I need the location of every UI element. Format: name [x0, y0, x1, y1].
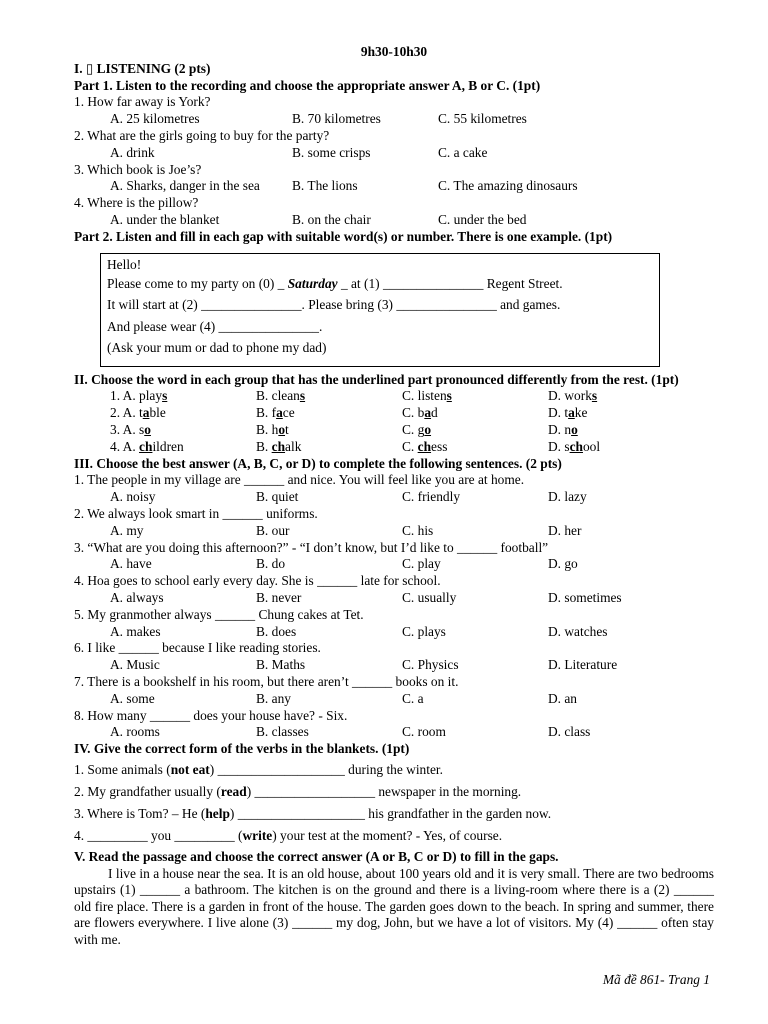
answer-option: C. 55 kilometres	[438, 111, 527, 127]
word-part: 1. A. play	[110, 388, 163, 404]
word-part: D. s	[548, 438, 570, 454]
word-part: alk	[285, 438, 302, 454]
answer-option: A. my	[110, 522, 144, 538]
answer-option: A. under the blanket	[110, 211, 220, 227]
answer-option: D. Literature	[548, 657, 618, 673]
pronunciation-option	[110, 439, 184, 456]
pronunciation-row	[74, 405, 714, 422]
answer-option: A. Sharks, danger in the sea	[110, 178, 260, 194]
question-text: 3. “What are you doing this afternoon?” - “I don’t know, but I’d like to ______ football”	[74, 539, 549, 555]
answer-option: A. 25 kilometres	[110, 111, 200, 127]
underlined-part: a	[142, 405, 150, 421]
answer-option: C. his	[402, 522, 434, 538]
verb-in-brackets: read	[220, 783, 247, 799]
pronunciation-option	[548, 388, 597, 405]
answer-option: C. plays	[402, 623, 446, 639]
underlined-part: o	[144, 421, 151, 437]
underlined-part: s	[446, 388, 452, 404]
verb-item-pre: 4. _________ you _________ (	[74, 827, 243, 843]
answer-options	[74, 657, 714, 674]
example-answer: Saturday	[287, 275, 338, 291]
answer-option: A. makes	[110, 623, 161, 639]
answer-option: C. friendly	[402, 489, 461, 505]
answer-option: A. some	[110, 690, 155, 706]
underlined-part: ch	[271, 438, 286, 454]
word-part: D. n	[548, 421, 572, 437]
answer-option: C. room	[402, 724, 446, 740]
pronunciation-row	[74, 439, 714, 456]
answer-option: C. play	[402, 556, 441, 572]
listening-question: 4. Where is the pillow?	[74, 195, 199, 211]
pronunciation-row	[74, 388, 714, 405]
word-part: t	[285, 421, 289, 437]
verb-item-post: ) ___________________ his grandfather in the garden now.	[229, 805, 552, 821]
invitation-line-3: And please wear (4) _______________.	[107, 318, 323, 334]
underlined-part: a	[424, 405, 432, 421]
listening-question: 2. What are the girls going to buy for the party?	[74, 127, 330, 143]
answer-option: A. Music	[110, 657, 160, 673]
answer-option: A. have	[110, 556, 152, 572]
answer-option: C. a	[402, 690, 424, 706]
answer-option: A. rooms	[110, 724, 160, 740]
answer-option: B. quiet	[256, 489, 299, 505]
answer-options	[74, 590, 714, 607]
underlined-part: s	[591, 388, 598, 404]
word-part: ble	[149, 405, 166, 421]
verb-forms-items	[74, 759, 714, 847]
invitation-line-2: It will start at (2) _______________. Please bring (3) _______________ and games.	[107, 297, 561, 313]
word-part: D. t	[548, 405, 569, 421]
answer-option: C. usually	[402, 589, 457, 605]
answer-options	[74, 691, 714, 708]
verb-forms-title: IV. Give the correct form of the verbs in the blankets. (1pt)	[74, 741, 410, 757]
word-part: C.	[402, 438, 418, 454]
verb-item	[74, 781, 714, 803]
underlined-part: a	[568, 405, 575, 421]
word-part: B.	[256, 438, 272, 454]
answer-option: D. sometimes	[548, 589, 622, 605]
answer-option: B. some crisps	[292, 144, 371, 160]
verb-in-brackets: help	[205, 805, 230, 821]
verb-item-post: ) __________________ newspaper in the morning.	[246, 783, 522, 799]
verb-item-post: ) ___________________ during the winter.	[209, 761, 443, 777]
answer-option: B. never	[256, 589, 302, 605]
pronunciation-option	[548, 422, 578, 439]
underlined-part: o	[278, 421, 286, 437]
question-text: 4. Hoa goes to school early every day. She is ______ late for school.	[74, 573, 441, 589]
word-part: C. g	[402, 421, 425, 437]
answer-option: D. her	[548, 522, 582, 538]
pronunciation-option	[548, 405, 587, 422]
word-part: B. clean	[256, 388, 300, 404]
underlined-part: o	[571, 421, 578, 437]
reading-title: V. Read the passage and choose the correct answer (A or B, C or D) to fill in the gaps.	[74, 848, 559, 864]
answer-option: C. under the bed	[438, 211, 527, 227]
best-answer-title: III. Choose the best answer (A, B, C, or D) to complete the following sentences. (2 pts)	[74, 455, 562, 471]
pronunciation-option	[402, 405, 438, 422]
answer-options	[74, 724, 714, 741]
invitation-line-1-post: _ at (1) _______________ Regent Street.	[337, 275, 563, 291]
question-text: 5. My granmother always ______ Chung cakes at Tet.	[74, 606, 364, 622]
answer-option: D. watches	[548, 623, 608, 639]
word-part: ke	[574, 405, 588, 421]
question-text: 8. How many ______ does your house have? - Six.	[74, 707, 348, 723]
verb-in-brackets: write	[242, 827, 273, 843]
word-part: ess	[431, 438, 448, 454]
pronunciation-option	[256, 405, 295, 422]
verb-item	[74, 803, 714, 825]
answer-option: B. on the chair	[292, 211, 371, 227]
invitation-line-1-pre: Please come to my party on (0) _	[107, 275, 288, 291]
word-part: ool	[582, 438, 601, 454]
listening-question: 1. How far away is York?	[74, 94, 211, 110]
party-invitation-box	[100, 253, 660, 367]
question-text: 1. The people in my village are ______ and nice. You will feel like you are at home.	[74, 472, 525, 488]
answer-options	[74, 111, 714, 128]
word-part: D. work	[548, 388, 592, 404]
answer-option: A. noisy	[110, 489, 156, 505]
word-part: B. h	[256, 421, 279, 437]
listening-questions	[74, 94, 714, 228]
time-header: 9h30-10h30	[360, 44, 428, 59]
verb-item	[74, 759, 714, 781]
word-part: C. listen	[402, 388, 447, 404]
answer-options	[74, 145, 714, 162]
answer-options	[74, 489, 714, 506]
pronunciation-option	[256, 388, 305, 405]
pronunciation-title: II. Choose the word in each group that has the underlined part pronounced differently from the rest. (1pt)	[74, 371, 679, 387]
question-text: 6. I like ______ because I like reading stories.	[74, 640, 321, 656]
verb-item-pre: 1. Some animals (	[74, 761, 171, 777]
pronunciation-option	[402, 439, 447, 456]
answer-option: D. lazy	[548, 489, 587, 505]
question-text: 7. There is a bookshelf in his room, but there aren’t ______ books on it.	[74, 673, 459, 689]
answer-option: B. does	[256, 623, 297, 639]
answer-options	[74, 178, 714, 195]
answer-option: B. do	[256, 556, 286, 572]
pronunciation-row	[74, 422, 714, 439]
word-part: 3. A. s	[110, 421, 145, 437]
verb-in-brackets: not eat	[170, 761, 210, 777]
underlined-part: s	[162, 388, 168, 404]
underlined-part: a	[276, 405, 283, 421]
exam-page	[74, 44, 714, 949]
verb-item	[74, 825, 714, 847]
pronunciation-option	[402, 388, 452, 405]
listening-title: I. ▯ LISTENING (2 pts)	[74, 60, 211, 76]
answer-option: A. drink	[110, 144, 155, 160]
answer-option: B. 70 kilometres	[292, 111, 381, 127]
answer-option: D. an	[548, 690, 578, 706]
answer-options	[74, 556, 714, 573]
pronunciation-option	[110, 405, 166, 422]
answer-option: C. a cake	[438, 144, 488, 160]
page-footer: Mã đề 861- Trang 1	[602, 972, 710, 987]
word-part: ildren	[152, 438, 184, 454]
part2-title: Part 2. Listen and fill in each gap with suitable word(s) or number. There is one example. (1pt)	[74, 228, 613, 244]
underlined-part: ch	[417, 438, 432, 454]
answer-option: B. any	[256, 690, 291, 706]
invitation-greeting: Hello!	[107, 256, 142, 272]
verb-item-pre: 2. My grandfather usually (	[74, 783, 221, 799]
word-part: B. f	[256, 405, 277, 421]
answer-option: C. Physics	[402, 657, 459, 673]
pronunciation-option	[256, 439, 301, 456]
verb-item-post: ) your test at the moment? - Yes, of course.	[272, 827, 503, 843]
pronunciation-option	[256, 422, 289, 439]
question-text: 2. We always look smart in ______ uniforms.	[74, 505, 318, 521]
word-part: 2. A. t	[110, 405, 143, 421]
best-answer-questions	[74, 472, 714, 741]
word-part: d	[431, 405, 438, 421]
answer-option: C. The amazing dinosaurs	[438, 178, 578, 194]
answer-option: A. always	[110, 589, 164, 605]
pronunciation-option	[548, 439, 600, 456]
underlined-part: ch	[569, 438, 583, 454]
answer-option: B. The lions	[292, 178, 358, 194]
answer-option: D. go	[548, 556, 578, 572]
answer-option: B. classes	[256, 724, 309, 740]
answer-options	[74, 212, 714, 229]
pronunciation-option	[110, 388, 167, 405]
answer-option: B. our	[256, 522, 290, 538]
word-part: C. b	[402, 405, 425, 421]
answer-options	[74, 624, 714, 641]
verb-item-pre: 3. Where is Tom? – He (	[74, 805, 206, 821]
word-part: ce	[282, 405, 295, 421]
answer-options	[74, 523, 714, 540]
pronunciation-option	[110, 422, 151, 439]
answer-option: D. class	[548, 724, 591, 740]
underlined-part: o	[424, 421, 432, 437]
underlined-part: s	[299, 388, 306, 404]
word-part: 4. A.	[110, 438, 140, 454]
listening-question: 3. Which book is Joe’s?	[74, 161, 202, 177]
answer-option: B. Maths	[256, 657, 306, 673]
invitation-line-1	[107, 273, 651, 295]
underlined-part: ch	[139, 438, 153, 454]
part1-title: Part 1. Listen to the recording and choose the appropriate answer A, B or C. (1pt)	[74, 77, 541, 93]
pronunciation-rows	[74, 388, 714, 455]
reading-passage: I live in a house near the sea. It is an old house, about 100 years old and it is very small. There are two bedrooms upstairs (1) ______ a bathroom. The kitchen is on the ground and there is a living-room where there is a (2) ______ old fire place. There is a garden in front of the house. The garden goes down to the beach. In spring and summer, there are flowers everywhere. I live alone (3) ______ my dog, John, but we have a lot of visitors. My (4) ______ often stay with me.	[74, 865, 714, 948]
pronunciation-option	[402, 422, 431, 439]
invitation-line-4: (Ask your mum or dad to phone my dad)	[107, 340, 327, 356]
